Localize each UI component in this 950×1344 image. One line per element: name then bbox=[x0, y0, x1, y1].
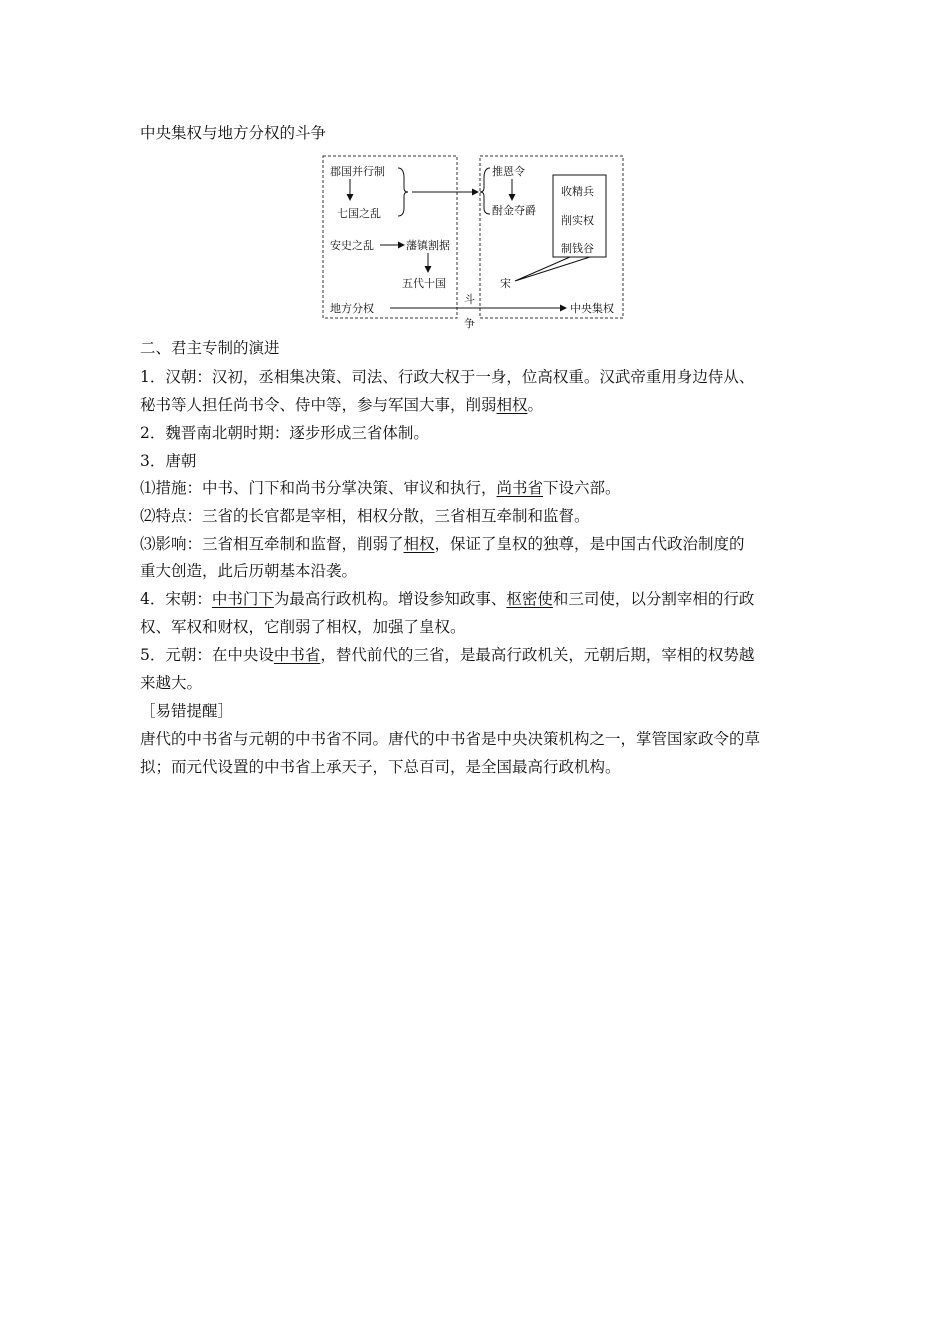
para-weijin: 2．魏晋南北朝时期：逐步形成三省体制。 bbox=[140, 424, 429, 442]
para-song: 4．宋朝：中书门下为最高行政机构。增设参知政事、枢密使和三司使，以分割宰相的行政 bbox=[140, 590, 755, 608]
para-tang-1: ⑴措施：中书、门下和尚书分掌决策、审议和执行，尚书省下设六部。 bbox=[140, 479, 621, 497]
label-central: 中央集权 bbox=[570, 302, 614, 315]
node-fanzhen: 藩镇割据 bbox=[406, 239, 450, 252]
power-struggle-diagram bbox=[320, 152, 630, 332]
underline-term: 相权 bbox=[403, 535, 435, 553]
para-tang-3b: 重大创造，此后历朝基本沿袭。 bbox=[140, 562, 358, 580]
underline-term: 相权 bbox=[496, 396, 528, 414]
brace-left bbox=[398, 168, 408, 216]
brace-right bbox=[480, 168, 490, 214]
node-anshi: 安史之乱 bbox=[330, 239, 374, 252]
underline-term: 中书省 bbox=[273, 646, 321, 664]
node-tuien: 推恩令 bbox=[492, 165, 525, 178]
para-tang-2: ⑵特点：三省的长官都是宰相，相权分散，三省相互牵制和监督。 bbox=[140, 507, 590, 525]
para-song-2: 权、军权和财权，它削弱了相权，加强了皇权。 bbox=[140, 618, 466, 636]
song-measure-1: 收精兵 bbox=[561, 185, 594, 198]
para-han-1: 1．汉朝：汉初，丞相集决策、司法、行政大权于一身，位高权重。汉武帝重用身边侍从、 bbox=[140, 368, 755, 386]
node-junguo: 郡国并行制 bbox=[330, 165, 385, 178]
node-wudai: 五代十国 bbox=[402, 277, 446, 290]
left-dashed-box bbox=[323, 156, 457, 318]
underline-term: 尚书省 bbox=[496, 479, 544, 497]
para-han-2: 秘书等人担任尚书令、侍中等，参与军国大事，削弱相权。 bbox=[140, 396, 544, 414]
para-tang: 3．唐朝 bbox=[140, 452, 197, 470]
para-yuan: 5．元朝：在中央设中书省，替代前代的三省，是最高行政机关，元朝后期，宰相的权势越 bbox=[140, 646, 755, 664]
node-song: 宋 bbox=[500, 277, 511, 290]
underline-term: 中书门下 bbox=[211, 590, 274, 608]
para-tang-3: ⑶影响：三省相互牵制和监督，削弱了相权，保证了皇权的独尊，是中国古代政治制度的 bbox=[140, 535, 745, 553]
underline-term: 枢密使 bbox=[506, 590, 553, 608]
label-local: 地方分权 bbox=[330, 302, 374, 315]
node-zhoujin: 酎金夺爵 bbox=[492, 204, 536, 217]
tip-title: ［易错提醒］ bbox=[140, 702, 234, 720]
song-measure-3: 制钱谷 bbox=[561, 242, 594, 255]
callout-pointer bbox=[515, 257, 590, 281]
label-struggle-2: 争 bbox=[464, 317, 475, 330]
tip-line-1: 唐代的中书省与元朝的中书省不同。唐代的中书省是中央决策机构之一，掌管国家政令的草 bbox=[140, 730, 761, 748]
tip-line-2: 拟；而元代设置的中书省上承天子，下总百司，是全国最高行政机构。 bbox=[140, 758, 621, 776]
node-qiguo: 七国之乱 bbox=[337, 207, 381, 220]
song-measure-2: 削实权 bbox=[561, 214, 594, 227]
para-yuan-2: 来越大。 bbox=[140, 674, 203, 692]
section-heading: 二、君主专制的演进 bbox=[140, 339, 280, 357]
doc-title: 中央集权与地方分权的斗争 bbox=[140, 124, 327, 142]
label-struggle-1: 斗 bbox=[464, 293, 475, 306]
